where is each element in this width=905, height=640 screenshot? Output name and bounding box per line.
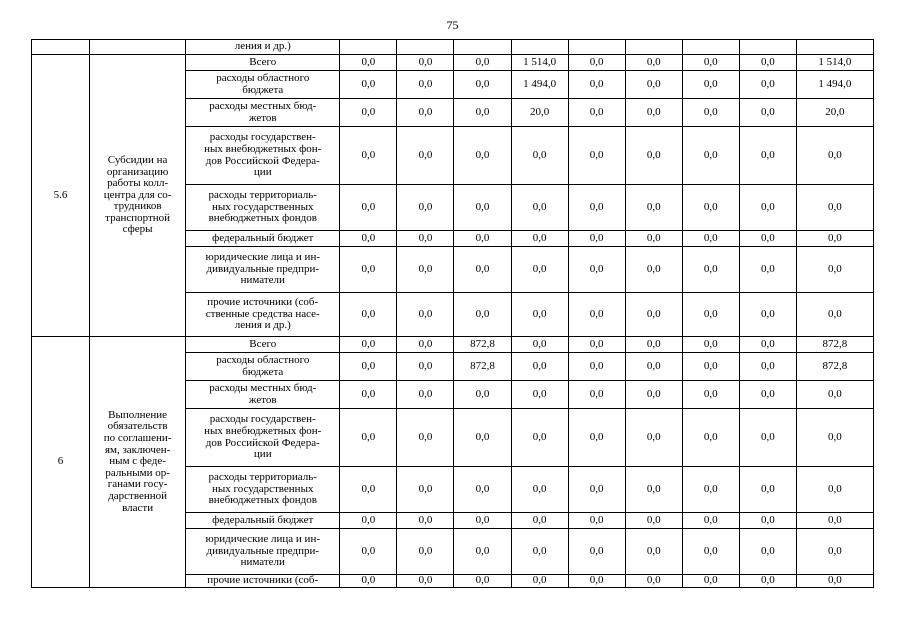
value-cell: 0,0 (625, 409, 682, 467)
value-cell: 0,0 (511, 337, 568, 353)
value-cell: 0,0 (568, 99, 625, 127)
value-cell: 0,0 (340, 529, 397, 575)
value-cell: 0,0 (397, 353, 454, 381)
value-cell: 0,0 (454, 381, 511, 409)
value-cell: 0,0 (682, 467, 739, 513)
funding-source-cell: Всего (186, 55, 340, 71)
value-cell: 0,0 (568, 247, 625, 293)
value-cell: 0,0 (397, 185, 454, 231)
value-cell: 0,0 (796, 231, 873, 247)
value-cell: 0,0 (739, 247, 796, 293)
value-cell: 0,0 (625, 71, 682, 99)
value-cell: 0,0 (397, 231, 454, 247)
value-cell: 0,0 (796, 513, 873, 529)
value-cell: 0,0 (511, 293, 568, 337)
value-cell: 0,0 (454, 71, 511, 99)
value-cell: 0,0 (796, 575, 873, 588)
value-cell: 0,0 (397, 529, 454, 575)
value-cell: 0,0 (511, 467, 568, 513)
value-cell: 872,8 (796, 353, 873, 381)
value-cell: 872,8 (454, 353, 511, 381)
value-cell: 0,0 (625, 99, 682, 127)
item-code-cell: 5.6 (32, 55, 90, 337)
value-cell: 0,0 (625, 513, 682, 529)
value-cell: 0,0 (739, 353, 796, 381)
value-cell: 0,0 (340, 409, 397, 467)
value-cell: 0,0 (340, 55, 397, 71)
value-cell: 0,0 (682, 185, 739, 231)
value-cell: 0,0 (682, 71, 739, 99)
value-cell: 0,0 (454, 247, 511, 293)
value-cell: 0,0 (454, 467, 511, 513)
value-cell: 0,0 (625, 381, 682, 409)
value-cell (340, 40, 397, 55)
value-cell: 0,0 (454, 99, 511, 127)
value-cell: 0,0 (397, 409, 454, 467)
value-cell: 0,0 (397, 467, 454, 513)
value-cell: 0,0 (625, 293, 682, 337)
value-cell: 0,0 (739, 467, 796, 513)
value-cell: 872,8 (454, 337, 511, 353)
value-cell: 0,0 (511, 529, 568, 575)
funding-source-cell: расходы территориаль- ных государственных внебюджетных фондов (186, 185, 340, 231)
budget-table (31, 39, 874, 588)
funding-source-cell: расходы территориаль- ных государственных внебюджетных фондов (186, 467, 340, 513)
value-cell: 0,0 (397, 513, 454, 529)
value-cell: 0,0 (796, 409, 873, 467)
value-cell: 0,0 (568, 529, 625, 575)
value-cell: 0,0 (340, 127, 397, 185)
funding-source-cell: юридические лица и ин- дивидуальные предпри- ниматели (186, 247, 340, 293)
value-cell: 0,0 (397, 293, 454, 337)
value-cell: 0,0 (625, 185, 682, 231)
value-cell: 0,0 (397, 55, 454, 71)
value-cell: 0,0 (625, 529, 682, 575)
value-cell (796, 40, 873, 55)
funding-source-cell: расходы государствен- ных внебюджетных фон- дов Российской Федера- ции (186, 127, 340, 185)
value-cell: 0,0 (682, 353, 739, 381)
funding-source-cell: юридические лица и ин- дивидуальные предпри- ниматели (186, 529, 340, 575)
value-cell: 1 514,0 (796, 55, 873, 71)
value-cell: 0,0 (568, 185, 625, 231)
value-cell: 0,0 (682, 247, 739, 293)
page-number: 75 (446, 18, 459, 32)
value-cell: 0,0 (511, 409, 568, 467)
value-cell: 20,0 (796, 99, 873, 127)
value-cell: 0,0 (625, 231, 682, 247)
value-cell (625, 40, 682, 55)
value-cell (454, 40, 511, 55)
value-cell: 1 494,0 (511, 71, 568, 99)
value-cell: 0,0 (739, 409, 796, 467)
value-cell: 872,8 (796, 337, 873, 353)
item-code-cell: 6 (32, 337, 90, 588)
funding-source-cell: расходы областного бюджета (186, 353, 340, 381)
value-cell: 0,0 (625, 467, 682, 513)
value-cell: 0,0 (454, 185, 511, 231)
value-cell: 0,0 (340, 231, 397, 247)
value-cell (397, 40, 454, 55)
value-cell: 0,0 (340, 99, 397, 127)
value-cell: 0,0 (340, 575, 397, 588)
value-cell: 0,0 (796, 127, 873, 185)
value-cell: 0,0 (340, 293, 397, 337)
value-cell: 1 514,0 (511, 55, 568, 71)
value-cell: 0,0 (739, 231, 796, 247)
row-code-cell (32, 40, 90, 55)
table-row (32, 40, 874, 55)
value-cell: 0,0 (568, 337, 625, 353)
value-cell: 0,0 (796, 467, 873, 513)
value-cell: 0,0 (739, 55, 796, 71)
table-row (32, 337, 874, 353)
value-cell: 0,0 (682, 381, 739, 409)
row-title-cell (90, 40, 186, 55)
value-cell: 0,0 (625, 127, 682, 185)
table-body (32, 40, 874, 588)
value-cell: 0,0 (454, 529, 511, 575)
value-cell: 0,0 (625, 337, 682, 353)
value-cell: 0,0 (739, 381, 796, 409)
value-cell: 0,0 (682, 575, 739, 588)
value-cell: 0,0 (340, 247, 397, 293)
value-cell: 0,0 (739, 575, 796, 588)
value-cell: 0,0 (796, 529, 873, 575)
funding-source-cell: расходы местных бюд- жетов (186, 381, 340, 409)
funding-source-cell: федеральный бюджет (186, 513, 340, 529)
value-cell: 0,0 (397, 99, 454, 127)
funding-source-cell: Всего (186, 337, 340, 353)
value-cell: 0,0 (739, 127, 796, 185)
value-cell: 0,0 (568, 467, 625, 513)
value-cell: 0,0 (511, 381, 568, 409)
value-cell: 0,0 (568, 55, 625, 71)
value-cell: 0,0 (454, 575, 511, 588)
value-cell: 0,0 (397, 127, 454, 185)
value-cell: 0,0 (568, 71, 625, 99)
funding-source-cell: прочие источники (соб- ственные средства насе- ления и др.) (186, 293, 340, 337)
value-cell: 0,0 (568, 409, 625, 467)
value-cell: 0,0 (625, 55, 682, 71)
value-cell: 0,0 (739, 185, 796, 231)
value-cell: 0,0 (511, 513, 568, 529)
value-cell (739, 40, 796, 55)
value-cell: 0,0 (397, 381, 454, 409)
value-cell: 0,0 (796, 293, 873, 337)
value-cell: 0,0 (568, 231, 625, 247)
value-cell: 0,0 (511, 127, 568, 185)
value-cell: 0,0 (739, 99, 796, 127)
value-cell: 0,0 (511, 185, 568, 231)
value-cell: 0,0 (340, 467, 397, 513)
funding-source-cell: прочие источники (соб- (186, 575, 340, 588)
value-cell: 0,0 (682, 293, 739, 337)
value-cell: 0,0 (340, 337, 397, 353)
value-cell: 0,0 (625, 353, 682, 381)
value-cell: 0,0 (739, 293, 796, 337)
value-cell: 0,0 (796, 247, 873, 293)
item-title-cell: Субсидии на организацию работы колл- центра для со- трудников транспортной сферы (90, 55, 186, 337)
value-cell: 0,0 (454, 293, 511, 337)
value-cell: 0,0 (682, 529, 739, 575)
value-cell: 0,0 (739, 529, 796, 575)
value-cell: 0,0 (397, 575, 454, 588)
table-row (32, 55, 874, 71)
value-cell: 0,0 (397, 247, 454, 293)
value-cell: 0,0 (340, 185, 397, 231)
funding-source-cell: расходы местных бюд- жетов (186, 99, 340, 127)
value-cell: 0,0 (625, 575, 682, 588)
value-cell: 0,0 (682, 99, 739, 127)
value-cell: 0,0 (454, 409, 511, 467)
value-cell: 0,0 (511, 247, 568, 293)
value-cell: 0,0 (739, 337, 796, 353)
value-cell: 20,0 (511, 99, 568, 127)
value-cell: 0,0 (682, 513, 739, 529)
value-cell: 0,0 (682, 55, 739, 71)
value-cell: 0,0 (397, 71, 454, 99)
value-cell: 0,0 (625, 247, 682, 293)
item-title-cell: Выполнение обязательств по соглашени- ям, заключен- ным с феде- ральными ор- ганами госу- дарственной власти (90, 337, 186, 588)
value-cell: 0,0 (397, 337, 454, 353)
funding-source-cell: расходы государствен- ных внебюджетных фон- дов Российской Федера- ции (186, 409, 340, 467)
value-cell: 0,0 (340, 71, 397, 99)
funding-source-cell: федеральный бюджет (186, 231, 340, 247)
value-cell: 0,0 (511, 353, 568, 381)
value-cell: 0,0 (454, 55, 511, 71)
value-cell (568, 40, 625, 55)
value-cell: 0,0 (682, 409, 739, 467)
value-cell: 0,0 (568, 575, 625, 588)
value-cell: 0,0 (454, 231, 511, 247)
value-cell (511, 40, 568, 55)
value-cell: 0,0 (454, 127, 511, 185)
value-cell: 0,0 (340, 513, 397, 529)
value-cell: 0,0 (682, 337, 739, 353)
value-cell: 0,0 (454, 513, 511, 529)
funding-source-cell: ления и др.) (186, 40, 340, 55)
value-cell: 0,0 (340, 381, 397, 409)
value-cell: 0,0 (568, 353, 625, 381)
value-cell: 0,0 (682, 127, 739, 185)
value-cell: 0,0 (568, 381, 625, 409)
value-cell: 0,0 (739, 71, 796, 99)
value-cell: 0,0 (511, 575, 568, 588)
value-cell: 0,0 (568, 293, 625, 337)
value-cell: 0,0 (739, 513, 796, 529)
value-cell: 0,0 (682, 231, 739, 247)
value-cell: 0,0 (511, 231, 568, 247)
value-cell: 1 494,0 (796, 71, 873, 99)
value-cell: 0,0 (340, 353, 397, 381)
funding-source-cell: расходы областного бюджета (186, 71, 340, 99)
value-cell: 0,0 (796, 381, 873, 409)
value-cell: 0,0 (796, 185, 873, 231)
value-cell: 0,0 (568, 127, 625, 185)
value-cell: 0,0 (568, 513, 625, 529)
value-cell (682, 40, 739, 55)
